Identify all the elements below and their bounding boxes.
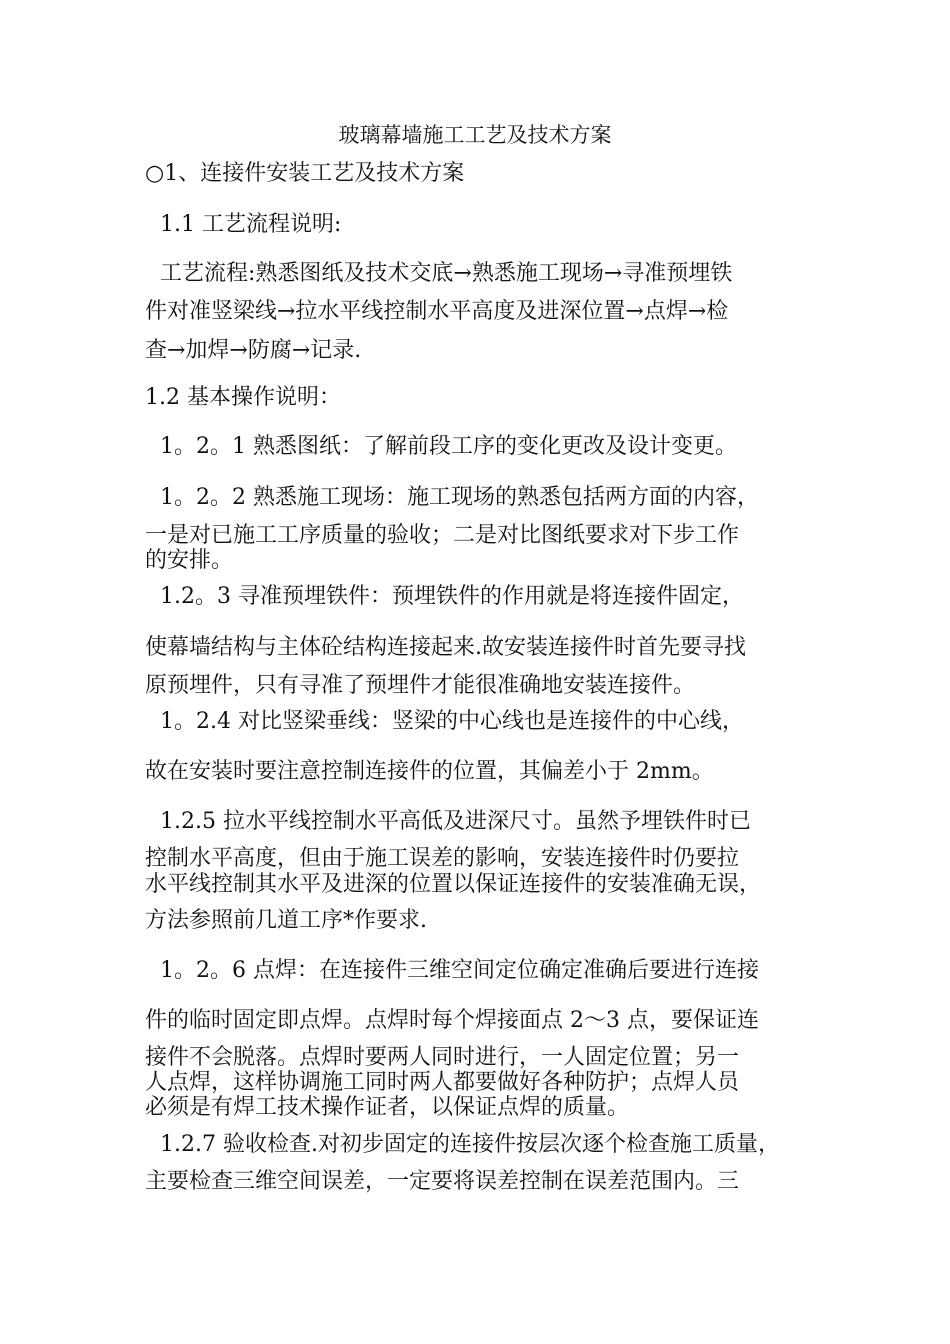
paragraph-line: 1。2.4 对比竖梁垂线：竖梁的中心线也是连接件的中心线， bbox=[160, 709, 744, 734]
paragraph-line: 一是对已施工工序质量的验收；二是对比图纸要求对下步工作 bbox=[145, 523, 740, 548]
paragraph-line: 水平线控制其水平及进深的位置以保证连接件的安装准确无误， bbox=[145, 872, 762, 897]
subsection-heading: 1.2 基本操作说明： bbox=[145, 385, 341, 410]
paragraph-line: 方法参照前几道工序*作要求. bbox=[145, 908, 427, 933]
paragraph-line: 工艺流程:熟悉图纸及技术交底→熟悉施工现场→寻准预埋铁 bbox=[160, 261, 733, 286]
paragraph-line: 人点焊，这样协调施工同时两人都要做好各种防护；点焊人员 bbox=[145, 1070, 740, 1095]
subsection-heading: 1.1 工艺流程说明: bbox=[160, 212, 342, 237]
paragraph-line: 1.2.7 验收检查.对初步固定的连接件按层次逐个检查施工质量， bbox=[160, 1132, 780, 1157]
paragraph-line: 接件不会脱落。点焊时要两人同时进行，一人固定位置；另一 bbox=[145, 1045, 740, 1070]
paragraph-line: 件的临时固定即点焊。点焊时每个焊接面点 2～3 点，要保证连 bbox=[145, 1008, 759, 1033]
paragraph-line: 1.2。3 寻准预埋铁件：预埋铁件的作用就是将连接件固定， bbox=[160, 584, 744, 609]
paragraph-line: 原预埋件，只有寻准了预埋件才能很准确地安装连接件。 bbox=[145, 673, 696, 698]
paragraph-line: 控制水平高度，但由于施工误差的影响，安装连接件时仍要拉 bbox=[145, 846, 740, 871]
paragraph-line: 主要检查三维空间误差，一定要将误差控制在误差范围内。三 bbox=[145, 1169, 740, 1194]
paragraph-line: 1。2。1 熟悉图纸：了解前段工序的变化更改及设计变更。 bbox=[160, 434, 737, 459]
document-title: 玻璃幕墙施工工艺及技术方案 bbox=[338, 123, 612, 147]
paragraph-line: 1.2.5 拉水平线控制水平高低及进深尺寸。虽然予埋铁件时已 bbox=[160, 809, 751, 834]
paragraph-line: 件对准竖梁线→拉水平线控制水平高度及进深位置→点焊→检 bbox=[145, 299, 729, 324]
paragraph-line: 使幕墙结构与主体砼结构连接起来.故安装连接件时首先要寻找 bbox=[145, 635, 746, 660]
paragraph-line: 故在安装时要注意控制连接件的位置，其偏差小于 2mm。 bbox=[145, 759, 714, 784]
paragraph-line: 的安排。 bbox=[145, 548, 234, 573]
paragraph-line: 1。2。6 点焊：在连接件三维空间定位确定准确后要进行连接 bbox=[160, 958, 759, 983]
paragraph-line: 必须是有焊工技术操作证者，以保证点焊的质量。 bbox=[145, 1095, 630, 1120]
paragraph-line: 1。2。2 熟悉施工现场：施工现场的熟悉包括两方面的内容， bbox=[160, 485, 759, 510]
section-heading: ○1、连接件安装工艺及技术方案 bbox=[145, 161, 465, 186]
paragraph-line: 查→加焊→防腐→记录. bbox=[145, 338, 362, 363]
